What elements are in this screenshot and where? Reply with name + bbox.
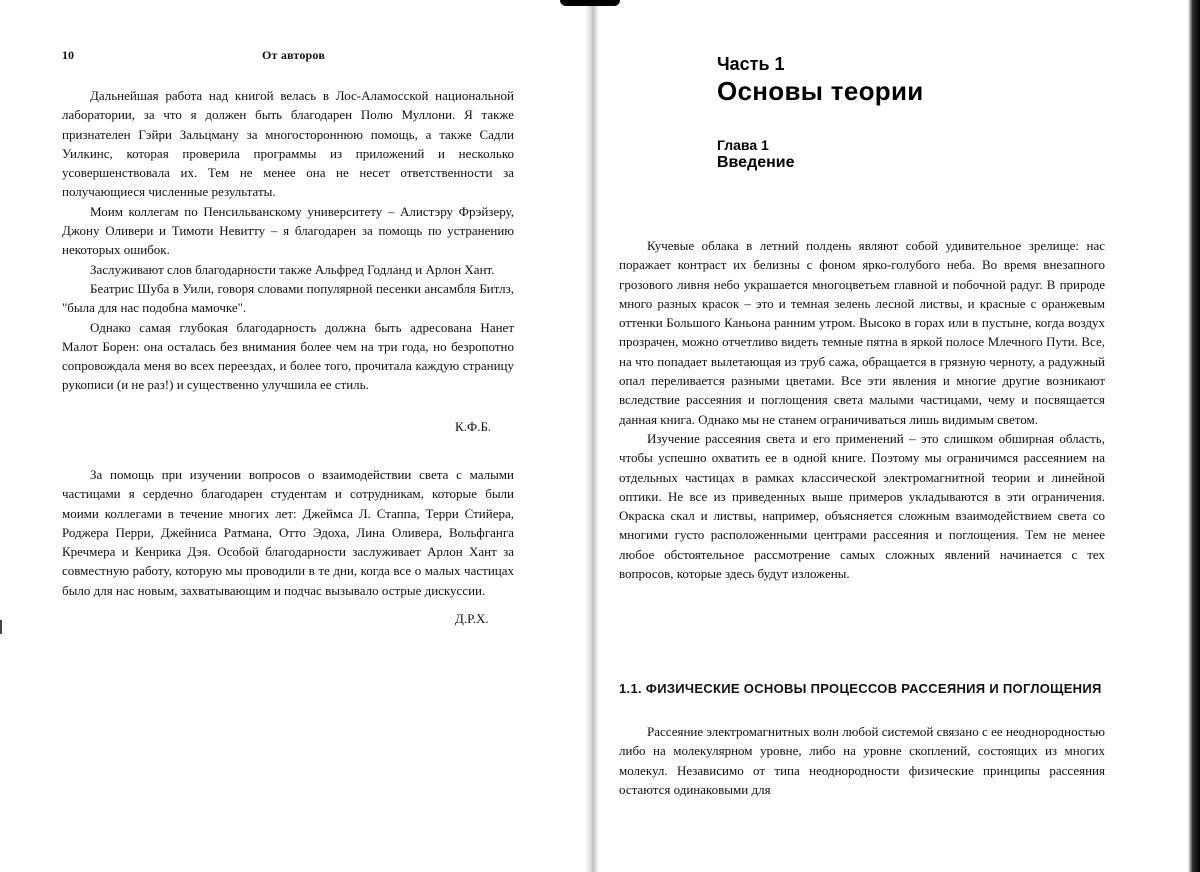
paragraph: Однако самая глубокая благодарность должна быть адресована Нанет Малот Борен: она осталась без внимания более чем на три года, но безропотно сопровождала меня во всех переездах, и более того, прочитала каждую страницу рукописи (и не раз!) и существенно улучшила ее стиль.	[62, 319, 514, 393]
running-head	[62, 48, 502, 66]
author-signature-kfb: К.Ф.Б.	[455, 419, 492, 434]
chapter-intro-text	[619, 236, 1105, 583]
scan-right-edge	[1188, 0, 1200, 872]
paragraph: Заслуживают слов благодарности также Альфред Годланд и Арлон Хант.	[90, 261, 495, 277]
part-label: Часть 1	[717, 54, 785, 74]
acknowledgements-block-2	[62, 465, 514, 600]
chapter-label: Глава 1	[717, 137, 769, 153]
scan-top-mark	[560, 0, 620, 6]
right-page	[600, 0, 1188, 872]
running-title: От авторов	[262, 48, 326, 62]
book-gutter	[585, 0, 599, 872]
paragraph: Кучевые облака в летний полдень являют собой удивительное зрелище: нас поражает контраст их белизны с фоном ярко-голубого неба. Во время внезапного грозового ливня небо украшается многоцветьем главной и побочной радуг. В природе много разных красок – это и темная зелень лесной листвы, и красные с оранжевым оттенки Большого Каньона ранним утром. Высоко в горах или в пустыне, когда воздух прозрачен, можно отчетливо видеть темные пятна в яркой полосе Млечного Пути. Все, на что попадает вылетающая из труб сажа, обращается в грязную черноту, а радужный опал переливается разными цветами. Все эти явления и многие другие возникают вследствие рассеяния и поглощения света малыми частицами, чему и посвящается данная книга. Однако мы не станем ограничиваться лишь видимым светом.	[619, 238, 1105, 427]
chapter-title: Введение	[717, 154, 795, 171]
section-heading: 1.1. ФИЗИЧЕСКИЕ ОСНОВЫ ПРОЦЕССОВ РАССЕЯНИЯ И ПОГЛОЩЕНИЯ	[619, 681, 1102, 696]
acknowledgements-block-1	[62, 86, 514, 395]
section-text	[619, 722, 1105, 799]
page-number: 10	[62, 48, 74, 62]
part-title: Основы теории	[717, 76, 924, 106]
paragraph: За помощь при изучении вопросов о взаимодействии света с малыми частицами я сердечно благодарен студентам и сотрудникам, которые были моими коллегами в течение многих лет: Джеймса Л. Стаппа, Терри Стийера, Роджера Перри, Джейниса Ратмана, Отто Эдоха, Лина Оливера, Вольфганга Кречмера и Кенрика Дэя. Особой благодарности заслуживает Арлон Хант за совместную работу, которую мы проводили в те дни, когда все о малых частицах было для нас новым, захватывающим и подчас вызывало острые дискуссии.	[62, 467, 514, 598]
scan-left-tick	[0, 620, 2, 634]
paragraph: Изучение рассеяния света и его применений – это слишком обширная область, чтобы успешно охватить ее в одной книге. Поэтому мы ограничимся рассеянием на отдельных частицах в рамках классической электромагнитной теории и линейной оптики. Не все из приведенных выше примеров укладываются в эти ограничения. Окраска скал и листвы, например, объясняется сложным взаимодействием света со многими густо расположенными центрами рассеяния и поглощения. Тем не менее любое обстоятельное рассмотрение самых сложных явлений начинается с тех вопросов, которые здесь будут изложены.	[619, 430, 1105, 582]
paragraph: Моим коллегам по Пенсильванскому университету – Алистэру Фрэйзеру, Джону Оливери и Тимоти Невитту – я благодарен за помощь по устранению некоторых ошибок.	[62, 203, 514, 258]
author-signature-drh: Д.Р.Х.	[455, 611, 489, 626]
left-page	[0, 0, 585, 872]
paragraph: Беатрис Шуба в Уили, говоря словами популярной песенки ансамбля Битлз, "была для нас подобна мамочке".	[62, 280, 514, 316]
paragraph: Рассеяние электромагнитных волн любой системой связано с ее неоднородностью либо на молекулярном уровне, либо на уровне скоплений, состоящих из многих молекул. Независимо от типа неоднородности физические принципы рассеяния остаются одинаковыми для	[619, 724, 1105, 797]
paragraph: Дальнейшая работа над книгой велась в Лос-Аламосской национальной лаборатории, за что я должен быть благодарен Полю Муллони. Я также признателен Гэйри Зальцману за многостороннюю помощь, а также Садли Уилкинс, которая проверила программы из приложений и несколько усовершенствовала их. Тем не менее она не несет ответственности за получающиеся численные результаты.	[62, 88, 514, 200]
